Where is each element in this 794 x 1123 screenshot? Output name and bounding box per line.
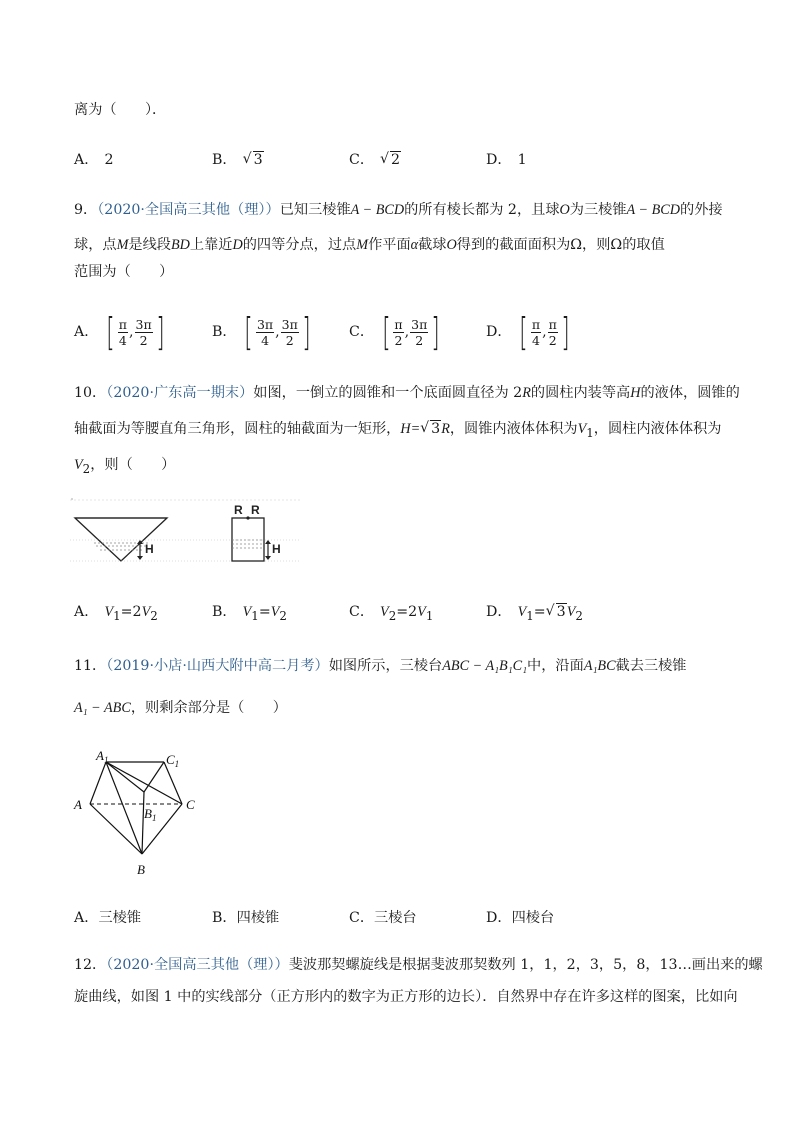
q11-option-d: D．四棱台 [486,910,555,926]
q9-option-b: B． [ $\frac{3\pi}{4}$ , $\frac{3\pi}{2}$ ] [212,310,311,354]
q10-figure-label-r-left: R [234,503,243,517]
q8-option-d: D． 1 [486,152,527,168]
q11-source: （2019·小店·山西大附中高二月考） [106,658,329,674]
q11-label-a1: $A_1$ [96,748,109,765]
q10-option-c: C． $V_2=2V_1$ [349,604,434,623]
q10-line-2: 轴截面为等腰直角三角形，圆柱的轴截面为一矩形，H=√ 3R，圆锥内液体体积为$V_1$，圆柱内液体体积为 [74,419,721,443]
q12-line-1: 12．（2020·全国高三其他（理））斐波那契螺旋线是根据斐波那契数列 1，1，2，3，5，8，13…画出来的螺 [74,957,763,973]
q9-option-a: A． [ $\frac{\pi}{4}$ , $\frac{3\pi}{2}$ ] [74,310,165,354]
q11-label-a: A [74,797,82,812]
q10-option-a: A． $V_1=2V_2$ [74,604,158,623]
q9-source: （2020·全国高三其他（理）） [97,202,280,218]
q9-option-d: D． [ $\frac{\pi}{4}$ , $\frac{\pi}{2}$ ] [486,310,570,354]
q10-figure-cone-cylinder [70,495,300,570]
q9-line-3: 范围为（ ） [74,264,174,280]
q10-figure-label-h: H [145,542,154,556]
q11-figure-frustum [70,748,210,880]
q8-tail: 离为（ ）． [74,102,167,118]
q11-line-1: 11．（2019·小店·山西大附中高二月考）如图所示，三棱台ABC − A₁B₁C₁中，沿面A₁BC截去三棱锥 [74,658,687,674]
q10-line-1: 10．（2020·广东高一期末）如图，一倒立的圆锥和一个底面圆直径为 2R的圆柱内装等高H的液体，圆锥的 [74,385,740,401]
q10-figure-label-r-right: R [251,503,260,517]
q10-source: （2020·广东高一期末） [106,385,254,401]
q11-option-b: B．四棱锥 [212,910,280,926]
q11-label-c: C [186,797,195,812]
q12-source: （2020·全国高三其他（理）） [106,957,289,973]
q12-line-2: 旋曲线，如图 1 中的实线部分（正方形内的数字为正方形的边长）．自然界中存在许多这样的图案，比如向 [74,989,738,1005]
q11-option-a: A．三棱锥 [74,910,142,926]
q8-option-b: B．√ 3 [212,150,264,170]
q10-option-b: B． $V_1=V_2$ [212,604,287,623]
q10-option-d: D． $V_1=√$ $3V_2$ [486,602,583,626]
q9-line-1: 9．（2020·全国高三其他（理））已知三棱锥A − BCD的所有棱长都为 2，且球O为三棱锥A − BCD的外接 [74,202,723,218]
q9-line-2: 球，点M是线段BD上靠近D的四等分点，过点M作平面α截球O得到的截面面积为Ω，则Ω的取值 [74,237,665,253]
q11-line-2: A₁ − ABC，则剩余部分是（ ） [74,700,287,716]
q10-line-3: $V_2$，则（ ） [74,457,176,476]
q11-option-c: C．三棱台 [349,910,417,926]
q8-option-c: C．√ 2 [349,150,401,170]
q10-figure-label-h2: H [272,542,281,556]
q8-option-a: A． 2 [74,152,114,168]
q9-option-c: C． [ $\frac{\pi}{2}$ , $\frac{3\pi}{2}$ ] [349,310,440,354]
q11-label-c1: $C_1$ [166,752,180,769]
q11-label-b1: $B_1$ [144,806,157,823]
q11-label-b: B [137,862,145,877]
